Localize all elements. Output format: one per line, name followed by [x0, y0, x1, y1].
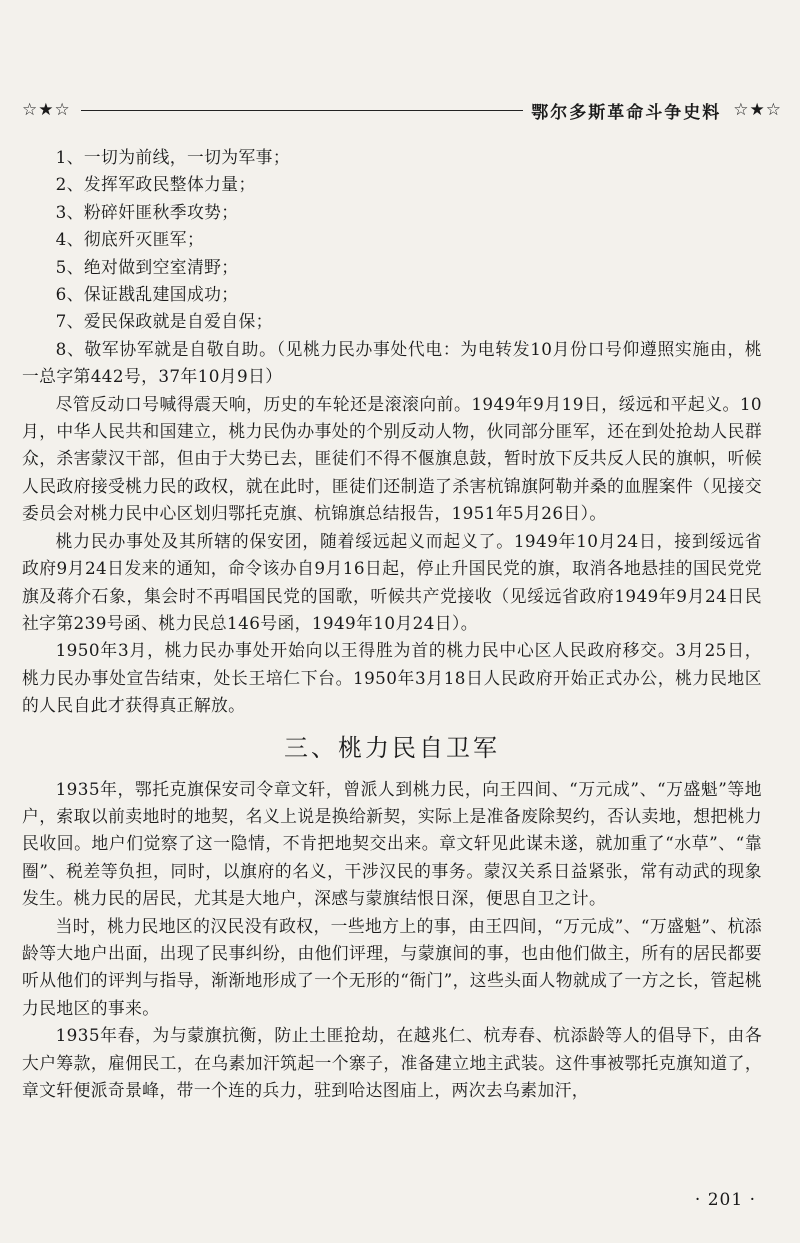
page-number: · 201 · — [694, 1190, 756, 1210]
list-item: 7、爱民保政就是自爱自保； — [55, 311, 273, 332]
paragraph: 1935年，鄂托克旗保安司令章文轩，曾派人到桃力民，向王四间、“万元成”、“万盛魁”等地户，索取以前卖地时的地契，名义上说是换给新契，实际上是准备废除契约，否认卖地，想把桃力民收回。地户们觉察了这一隐情，不肯把地契交出来。章文轩见此谋未遂，就加重了“水草”、“靠圈”、税差等负担，同时，以旗府的名义，干涉汉民的事务。蒙汉关系日益紧张，常有动武的现象发生。桃力民的居民，尤其是大地户，深感与蒙旗结恨日深，便思自卫之计。 — [22, 778, 762, 909]
paragraph: 1950年3月，桃力民办事处开始向以王得胜为首的桃力民中心区人民政府移交。3月25日，桃力民办事处宣告结束，处长王培仁下台。1950年3月18日人民政府开始正式办公，桃力民地区的人民自此才获得真正解放。 — [22, 640, 762, 716]
list-item: 2、发挥军政民整体力量； — [55, 174, 256, 195]
paragraph: 当时，桃力民地区的汉民没有政权，一些地方上的事，由王四间，“万元成”、“万盛魁”、杭添龄等大地户出面，出现了民事纠纷，由他们评理，与蒙旗间的事，也由他们做主，所有的居民都要听从他们的评判与指导，渐渐地形成了一个无形的“衙门”，这些头面人物就成了一方之长，管起桃力民地区的事来。 — [22, 915, 762, 1018]
running-header — [22, 98, 782, 122]
list-item: 8、敬军协军就是自敬自助。（见桃力民办事处代电：为电转发10月份口号仰遵照实施由，桃一总字第442号，37年10月9日） — [22, 338, 762, 387]
header-rule — [81, 110, 524, 111]
left-stars-ornament: ☆★☆ — [22, 100, 71, 120]
list-item: 5、绝对做到空室清野； — [55, 256, 239, 277]
list-item: 3、粉碎奸匪秋季攻势； — [55, 201, 239, 222]
page-body — [22, 144, 762, 1104]
list-item: 1、一切为前线，一切为军事； — [55, 147, 291, 167]
paragraph: 桃力民办事处及其所辖的保安团，随着绥远起义而起义了。1949年10月24日，接到绥远省政府9月24日发来的通知，命令该办自9月16日起，停止升国民党的旗，取消各地悬挂的国民党党旗及蒋介石象，集会时不再唱国民党的国歌，听候共产党接收（见绥远省政府1949年9月24日民社字第239号函、桃力民总146号函，1949年10月24日）。 — [22, 530, 762, 633]
paragraph: 1935年春，为与蒙旗抗衡，防止土匪抢劫，在越兆仁、杭寿春、杭添龄等人的倡导下，由各大户筹款，雇佣民工，在乌素加汗筑起一个寨子，准备建立地主武装。这件事被鄂托克旗知道了，章文轩便派奇景峰，带一个连的兵力，驻到哈达图庙上，两次去乌素加汗， — [22, 1025, 762, 1100]
paragraph: 尽管反动口号喊得震天响，历史的车轮还是滚滚向前。1949年9月19日，绥远和平起义。10月，中华人民共和国建立，桃力民伪办事处的个别反动人物，伙同部分匪军，还在到处抢劫人民群众，杀害蒙汉干部，但由于大势已去，匪徒们不得不偃旗息鼓，暂时放下反共反人民的旗帜，听候人民政府接受桃力民的政权，就在此时，匪徒们还制造了杀害杭锦旗阿勒并桑的血腥案件（见接交委员会对桃力民中心区划归鄂托克旗、杭锦旗总结报告，1951年5月26日）。 — [22, 393, 762, 524]
header-title: 鄂尔多斯革命斗争史料 — [531, 102, 722, 123]
list-item: 6、保证戡乱建国成功； — [55, 284, 239, 305]
section-heading: 三、桃力民自卫军 — [284, 733, 500, 762]
list-item: 4、彻底歼灭匪军； — [55, 229, 205, 250]
right-stars-ornament: ☆★☆ — [733, 100, 782, 120]
